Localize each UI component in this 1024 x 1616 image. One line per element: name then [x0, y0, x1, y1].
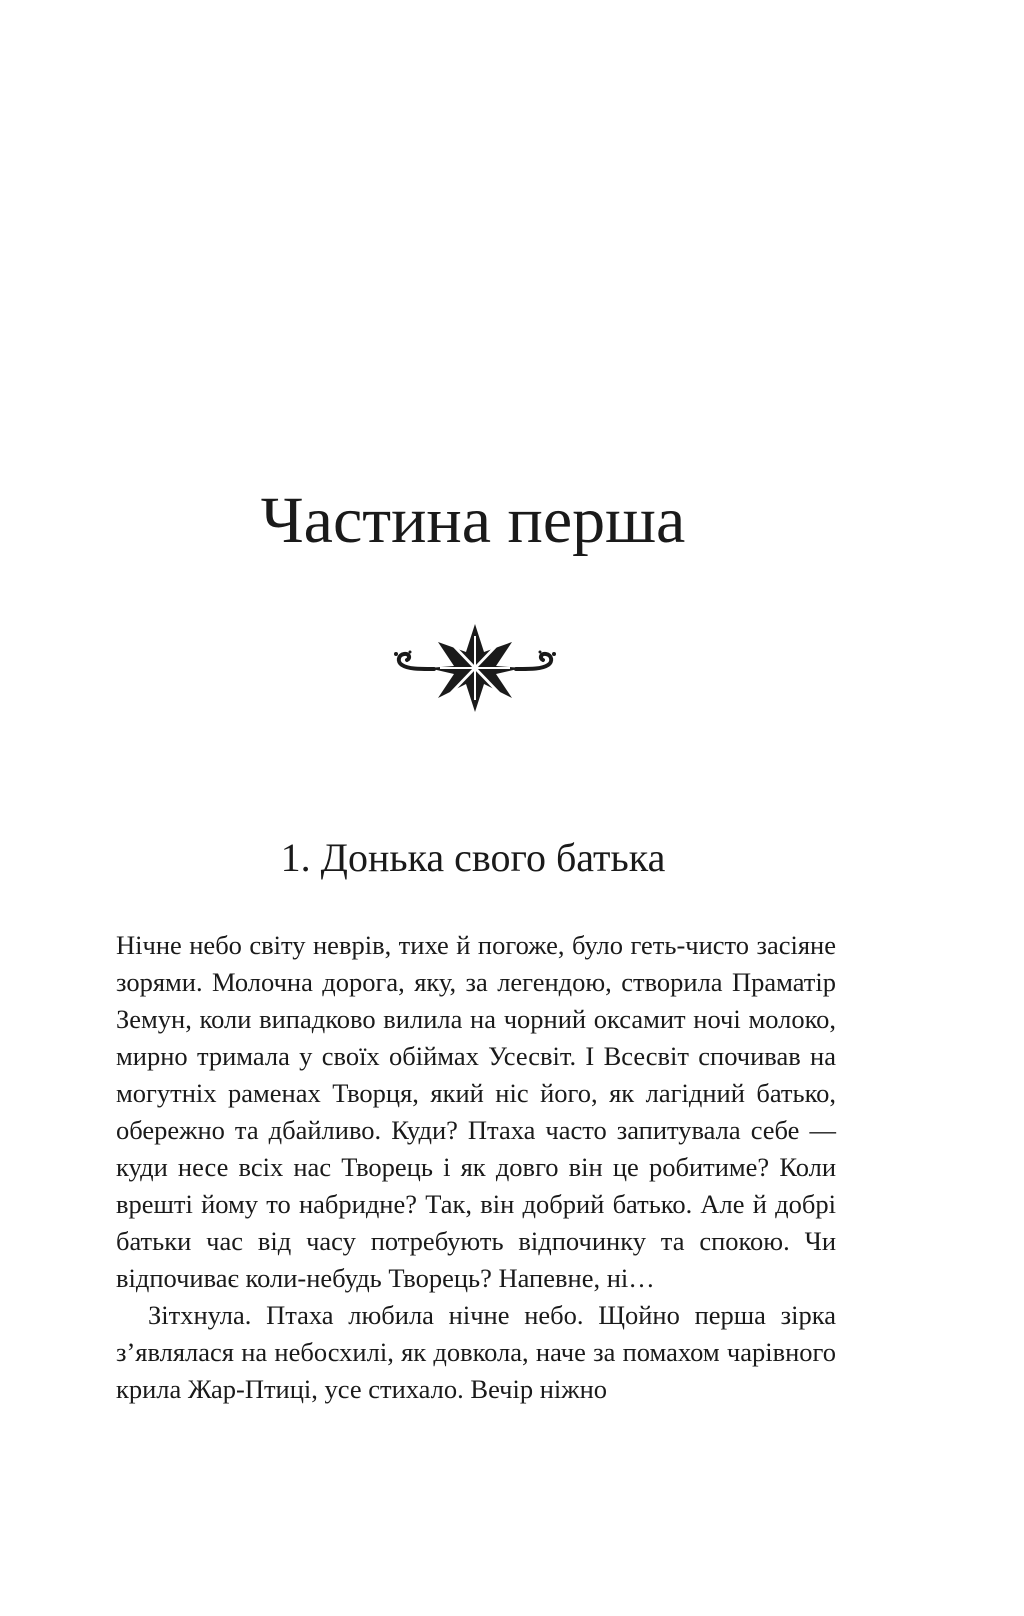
eight-point-star-ornament-icon: [388, 622, 562, 712]
chapter-body: [116, 927, 836, 1408]
part-title: Частина перша: [260, 484, 686, 557]
paragraph-1: Нічне небо світу неврів, тихе й погоже, було геть-чисто засіяне зорями. Молочна дорога, яку, за легендою, створила Праматір Земун, коли випадково вилила на чорний оксамит ночі молоко, мирно тримала у своїх обіймах Усесвіт. І Всесвіт спочивав на могутніх раменах Творця, який ніс його, як лагідний батько, обережно та дбайливо. Куди? Птаха часто запитувала себе — куди несе всіх нас Творець і як довго він це робитиме? Коли врешті йому то набридне? Так, він добрий батько. Але й добрі батьки час від часу потребують відпочинку та спокою. Чи відпочиває коли-небудь Творець? Напевне, ні…: [116, 930, 836, 1293]
chapter-title: 1. Донька свого батька: [280, 835, 666, 880]
paragraph-2: Зітхнула. Птаха любила нічне небо. Щойно перша зірка з’являлася на небосхилі, як довкола, наче за помахом чарівного крила Жар-Птиці, усе стихало. Вечір ніжно: [116, 1300, 836, 1404]
